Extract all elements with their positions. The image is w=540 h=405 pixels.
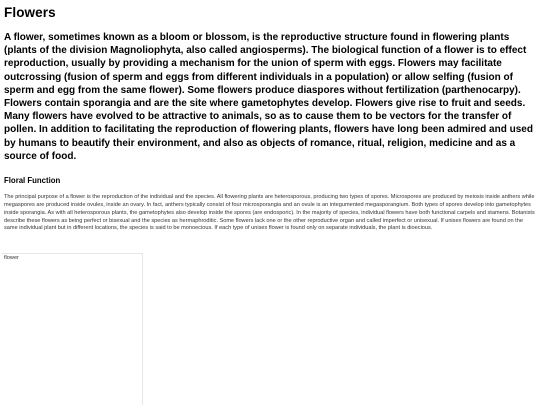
section-body: The principal purpose of a flower is the reproduction of the individual and the species. All flowering plants are heterosporous, producing two types of spores. Microspores are produced by meiosis inside anthers while megaspores are produced inside ovules, inside an ovary. In fact, anthers typically consist of four microsporangia and an ovule is an integumented megasporangium. Both types of spores develop into gametophytes inside sporangia. As with all heterosporous plants, the gametophytes also develop inside the spores (are endosporic). In the majority of species, individual flowers have both functional carpels and stamens. Botanists describe these flowers as being perfect or bisexual and the species as hermaphroditic. Some flowers lack one or the other reproductive organ and called imperfect or unisexual. If unisex flowers are found on the same individual plant but in different locations, the species is said to be monoecious. If each type of unisex flower is found only on separate individuals, the plant is dioecious.	[4, 194, 535, 232]
page-title: Flowers	[4, 5, 56, 20]
article	[4, 0, 538, 233]
intro-paragraph: A flower, sometimes known as a bloom or blossom, is the reproductive structure found in flowering plants (plants of the division Magnoliophyta, also called angiosperms). The biological function of a flower is to effect reproduction, usually by providing a mechanism for the union of sperm with eggs. Flowers may facilitate outcrossing (fusion of sperm and eggs from different individuals in a population) or allow selfing (fusion of sperm and egg from the same flower). Some flowers produce diaspores without fertilization (parthenocarpy). Flowers contain sporangia and are the site where gametophytes develop. Flowers give rise to fruit and seeds. Many flowers have evolved to be attractive to animals, so as to cause them to be vectors for the transfer of pollen. In addition to facilitating the reproduction of flowering plants, flowers have long been admired and used by humans to beautify their environment, and also as objects of romance, ritual, religion, medicine and as a source of food.	[4, 32, 533, 162]
section-heading: Floral Function	[4, 176, 61, 186]
flower-image-placeholder	[2, 253, 143, 405]
image-alt-text: flower	[4, 255, 19, 261]
